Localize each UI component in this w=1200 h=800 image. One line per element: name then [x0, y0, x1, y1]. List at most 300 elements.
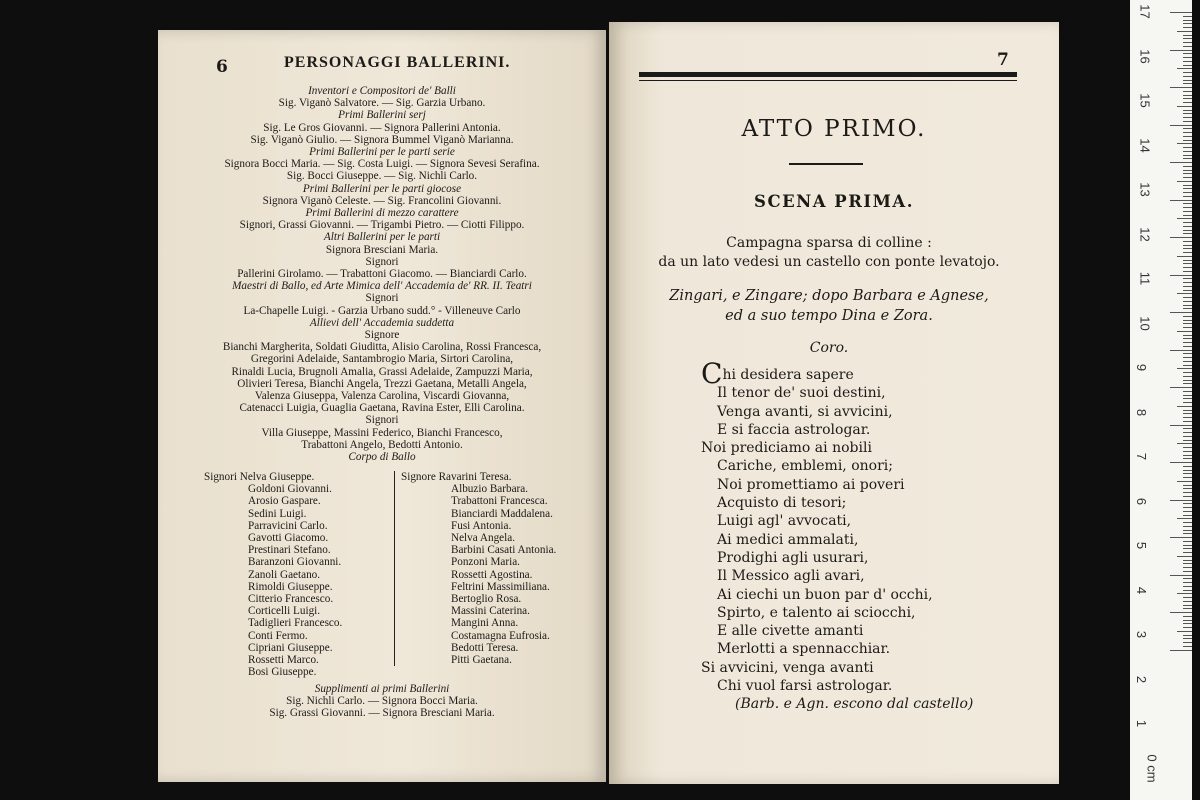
cast-line: Signori [365, 255, 399, 268]
verse-text: Spirto, e talento ai sciocchi, [717, 604, 916, 621]
ruler-tick [1177, 331, 1192, 332]
verse-text: Chi vuol farsi astrologar. [717, 678, 893, 695]
ruler-tick [1170, 612, 1192, 613]
verse-line [701, 604, 1041, 622]
setting-line: da un lato vedesi un castello con ponte levatojo. [658, 254, 1000, 270]
ruler-tick [1183, 35, 1192, 36]
ruler-tick [1183, 65, 1192, 66]
ruler-tick [1183, 20, 1192, 21]
ruler-tick [1183, 522, 1192, 523]
ruler-tick [1177, 443, 1192, 444]
ruler-tick [1183, 305, 1192, 306]
ruler-tick [1183, 252, 1192, 253]
ruler-tick [1183, 76, 1192, 77]
ruler-tick [1183, 46, 1192, 47]
ruler-tick [1183, 590, 1192, 591]
ruler-tick [1183, 642, 1192, 643]
ruler-tick [1177, 593, 1192, 594]
supplement-line: Sig. Nichli Carlo. — Signora Bocci Maria. [286, 695, 478, 708]
verse-text: Acquisto di tesori; [717, 495, 847, 512]
ruler-tick [1183, 323, 1192, 324]
ruler-tick [1170, 50, 1192, 51]
cast-line: La-Chapelle Luigi. - Garzia Urbano sudd.° - Villeneuve Carlo [243, 304, 521, 317]
cast-line: Villa Giuseppe, Massini Federico, Bianchi Francesco, [261, 426, 503, 439]
cast-line: Primi Ballerini di mezzo carattere [305, 207, 459, 220]
ruler-tick [1183, 316, 1192, 317]
corpo-entry: Bedotti Teresa. [451, 641, 519, 654]
ruler-tick [1177, 143, 1192, 144]
act-title: ATTO PRIMO. [741, 116, 927, 142]
ruler-tick [1183, 241, 1192, 242]
ruler-tick [1183, 440, 1192, 441]
ruler-tick [1183, 338, 1192, 339]
ruler-tick [1183, 27, 1192, 28]
ruler-tick [1183, 395, 1192, 396]
chorus-verses [701, 357, 1041, 714]
corpo-entry: Mangini Anna. [451, 617, 519, 630]
scene-setting [609, 234, 1049, 272]
verse-text: hi desidera sapere [722, 367, 854, 383]
cast-line: Bianchi Margherita, Soldati Giuditta, Alisio Carolina, Rossi Francesca, [222, 341, 542, 354]
left-page [158, 30, 606, 782]
cast-line: Valenza Giuseppa, Valenza Carolina, Viscardi Giovanna, [254, 390, 510, 403]
verse-text: Ai medici ammalati, [717, 531, 859, 548]
cast-line: Primi Ballerini per le parti serie [309, 146, 455, 159]
cast-line: Sig. Viganò Giulio. — Signora Bummel Viganò Marianna. [250, 133, 514, 146]
corpo-entry: Bosi Giuseppe. [248, 666, 317, 679]
right-page [609, 22, 1059, 784]
ruler-number: 14 [1137, 137, 1153, 153]
verse-line [701, 357, 1041, 390]
verse-line [701, 512, 1041, 530]
ruler-tick [1183, 605, 1192, 606]
ruler-tick [1183, 42, 1192, 43]
ruler-tick [1183, 222, 1192, 223]
cast-line: Signora Bresciani Maria. [325, 243, 439, 256]
ruler-tick [1183, 597, 1192, 598]
ruler-tick [1183, 507, 1192, 508]
supplement-line: Sig. Grassi Giovanni. — Signora Bresciani Maria. [269, 707, 495, 720]
coro-label: Coro. [809, 340, 849, 356]
ruler-tick [1183, 23, 1192, 24]
corpo-entry: Sedini Luigi. [248, 507, 307, 520]
corpo-entry: Rossetti Agostina. [451, 568, 533, 581]
ruler-tick [1183, 271, 1192, 272]
ruler-tick [1170, 650, 1192, 651]
ruler-number: 9 [1134, 363, 1150, 372]
corpo-entry: Goldoni Giovanni. [248, 483, 332, 496]
verse-line [701, 567, 1041, 585]
corpo-entry: Corticelli Luigi. [248, 605, 321, 618]
ruler-tick [1183, 230, 1192, 231]
corpo-entry: Zanoli Gaetano. [248, 568, 321, 581]
corpo-entry: Costamagna Eufrosia. [451, 629, 550, 642]
ruler-tick [1183, 38, 1192, 39]
ruler-tick [1183, 428, 1192, 429]
verse-text: (Barb. e Agn. escono dal castello) [735, 696, 974, 713]
ruler-tick [1183, 586, 1192, 587]
ruler-tick [1177, 368, 1192, 369]
verse-line [701, 659, 1041, 677]
ruler-tick [1183, 211, 1192, 212]
measuring-ruler [1130, 0, 1192, 800]
ruler-tick [1183, 260, 1192, 261]
ruler-tick [1177, 31, 1192, 32]
cast-line: Gregorini Adelaide, Santambrogio Maria, Sirtori Carolina, [250, 353, 514, 366]
divider [789, 163, 863, 165]
ruler-tick [1183, 196, 1192, 197]
ruler-tick [1177, 556, 1192, 557]
corpo-entry: Bianciardi Maddalena. [451, 507, 553, 520]
corpo-entry: Massini Caterina. [451, 605, 530, 618]
ruler-tick [1177, 218, 1192, 219]
ruler-tick [1183, 515, 1192, 516]
corpo-entry: Fusi Antonia. [451, 519, 512, 532]
corpo-entry: Parravicini Carlo. [248, 519, 328, 532]
ruler-tick [1183, 278, 1192, 279]
ruler-tick [1183, 376, 1192, 377]
corpo-entry: Prestinari Stefano. [248, 544, 331, 557]
ruler-tick [1183, 402, 1192, 403]
ruler-tick [1170, 462, 1192, 463]
ruler-tick [1183, 470, 1192, 471]
ruler-tick [1177, 518, 1192, 519]
cast-line: Allievi dell' Accademia suddetta [309, 316, 455, 329]
ruler-tick [1183, 102, 1192, 103]
verse-line [701, 403, 1041, 421]
verse-line [701, 531, 1041, 549]
ruler-tick [1183, 327, 1192, 328]
ruler-tick [1177, 406, 1192, 407]
ruler-tick [1170, 237, 1192, 238]
verse-text: Merlotti a spennacchiar. [717, 641, 891, 658]
cast-line: Trabattoni Angelo, Bedotti Antonio. [301, 438, 463, 451]
cast-list [158, 85, 606, 463]
ruler-number: 8 [1134, 408, 1150, 416]
ruler-tick [1183, 357, 1192, 358]
corpo-entry: Trabattoni Francesca. [451, 495, 548, 508]
header-rule [639, 72, 1017, 77]
ruler-tick [1183, 113, 1192, 114]
corpo-entry: Feltrini Massimiliana. [451, 580, 550, 593]
verse-line [701, 695, 1041, 713]
cast-line: Rinaldi Lucia, Brugnoli Amalia, Grassi Adelaide, Zampuzzi Maria, [231, 365, 533, 378]
page-number: 6 [216, 57, 228, 77]
ruler-tick [1183, 132, 1192, 133]
setting-line: Campagna sparsa di colline : [726, 235, 932, 251]
verse-text: Il Messico agli avari, [717, 568, 865, 585]
ruler-tick [1183, 98, 1192, 99]
ruler-tick [1183, 616, 1192, 617]
ruler-tick [1183, 582, 1192, 583]
characters-line: Zingari, e Zingare; dopo Barbara e Agnese, [669, 288, 989, 304]
ruler-tick [1183, 53, 1192, 54]
cast-line: Signora Viganò Celeste. — Sig. Francolini Giovanni. [262, 194, 502, 207]
ruler-tick [1183, 173, 1192, 174]
cast-line: Primi Ballerini per le parti giocose [302, 182, 462, 195]
ruler-tick [1183, 16, 1192, 17]
verse-text: E alle civette amanti [717, 623, 864, 640]
verse-text: Prodighi agli usurari, [717, 549, 869, 566]
ruler-tick [1183, 451, 1192, 452]
ruler-tick [1183, 496, 1192, 497]
ruler-tick [1183, 560, 1192, 561]
ruler-tick [1170, 87, 1192, 88]
ruler-tick [1183, 545, 1192, 546]
cast-line: Signori, Grassi Giovanni. — Trigambi Pietro. — Ciotti Filippo. [239, 219, 525, 232]
scene-title: SCENA PRIMA. [754, 192, 914, 211]
ruler-tick [1177, 293, 1192, 294]
corpo-entry: Pitti Gaetana. [451, 654, 512, 667]
ruler-tick [1183, 215, 1192, 216]
ruler-tick [1183, 61, 1192, 62]
ruler-tick [1170, 162, 1192, 163]
ruler-tick [1183, 432, 1192, 433]
verse-text: Il tenor de' suoi destini, [717, 385, 886, 402]
cast-line: Inventori e Compositori de' Balli [308, 85, 456, 97]
ruler-tick [1183, 282, 1192, 283]
cast-line: Olivieri Teresa, Bianchi Angela, Trezzi Gaetana, Metalli Angela, [237, 377, 527, 390]
corpo-entry: Rossetti Marco. [248, 654, 319, 667]
ruler-tick [1177, 631, 1192, 632]
verse-line [701, 586, 1041, 604]
ruler-tick [1170, 500, 1192, 501]
verse-text: Noi prediciamo ai nobili [701, 440, 872, 457]
supplement-line: Supplimenti ai primi Ballerini [314, 683, 450, 695]
ruler-tick [1183, 263, 1192, 264]
verse-line [701, 384, 1041, 402]
ruler-number: 1 [1134, 719, 1150, 728]
ruler-tick [1183, 335, 1192, 336]
cast-line: Primi Ballerini serj [338, 109, 426, 122]
corpo-entry: Albuzio Barbara. [451, 483, 529, 496]
ruler-tick [1183, 207, 1192, 208]
ruler-tick [1183, 380, 1192, 381]
ruler-tick [1170, 425, 1192, 426]
corpo-entry: Signore Ravarini Teresa. [401, 471, 512, 483]
verse-line [701, 677, 1041, 695]
ruler-number: 11 [1137, 271, 1153, 286]
corpo-entry: Rimoldi Giuseppe. [248, 580, 333, 593]
ruler-tick [1183, 166, 1192, 167]
cast-line: Maestri di Ballo, ed Arte Mimica dell' Accademia de' RR. II. Teatri [232, 280, 532, 293]
ruler-tick [1183, 121, 1192, 122]
ruler-tick [1183, 308, 1192, 309]
ruler-tick [1183, 320, 1192, 321]
ruler-tick [1183, 72, 1192, 73]
verse-line [701, 439, 1041, 457]
ruler-tick [1170, 575, 1192, 576]
ruler-number: 13 [1137, 182, 1153, 197]
page-number: 7 [997, 50, 1009, 70]
ruler-tick [1183, 203, 1192, 204]
ruler-tick [1183, 346, 1192, 347]
verse-line [701, 640, 1041, 658]
ruler-tick [1183, 286, 1192, 287]
ruler-tick [1183, 526, 1192, 527]
ruler-tick [1183, 578, 1192, 579]
corpo-entry: Conti Fermo. [248, 629, 308, 642]
ruler-tick [1183, 635, 1192, 636]
drop-cap: C [701, 357, 723, 390]
ruler-tick [1183, 361, 1192, 362]
verse-line [701, 622, 1041, 640]
ruler-tick [1183, 128, 1192, 129]
verse-line [701, 457, 1041, 475]
ruler-tick [1183, 391, 1192, 392]
ruler-tick [1183, 485, 1192, 486]
ruler-tick [1183, 398, 1192, 399]
ruler-tick [1183, 267, 1192, 268]
cast-line: Signora Bocci Maria. — Sig. Costa Luigi. — Signora Sevesi Serafina. [224, 158, 540, 171]
corpo-men-column [204, 471, 394, 678]
ruler-tick [1170, 350, 1192, 351]
cast-line: Catenacci Luigia, Guaglia Gaetana, Ravina Ester, Elli Carolina. [239, 402, 525, 415]
verse-text: Si avvicini, venga avanti [701, 659, 874, 676]
ruler-tick [1183, 530, 1192, 531]
ruler-tick [1183, 455, 1192, 456]
ruler-tick [1183, 620, 1192, 621]
scene-characters [609, 286, 1049, 326]
cast-line: Signori [365, 292, 399, 305]
corpo-entry: Baranzoni Giovanni. [248, 556, 342, 569]
ruler-number: 2 [1134, 675, 1150, 683]
ruler-tick [1177, 106, 1192, 107]
ruler-tick [1183, 447, 1192, 448]
ruler-tick [1183, 192, 1192, 193]
cast-line: Signori [365, 414, 399, 427]
ruler-tick [1183, 458, 1192, 459]
corpo-entry: Signori Nelva Giuseppe. [204, 471, 315, 483]
ruler-tick [1183, 571, 1192, 572]
ruler-tick [1183, 95, 1192, 96]
ruler-number: 5 [1134, 541, 1150, 550]
verse-line [701, 421, 1041, 439]
corpo-women-column [394, 471, 601, 666]
ruler-tick [1170, 125, 1192, 126]
ruler-tick [1177, 481, 1192, 482]
ruler-tick [1183, 533, 1192, 534]
cast-line: Pallerini Girolamo. — Trabattoni Giacomo. — Bianciardi Carlo. [237, 268, 527, 281]
ruler-tick [1183, 466, 1192, 467]
ruler-number: 16 [1137, 48, 1153, 64]
ruler-tick [1183, 290, 1192, 291]
ruler-tick [1183, 342, 1192, 343]
ruler-tick [1183, 623, 1192, 624]
ruler-tick [1177, 181, 1192, 182]
ruler-tick [1183, 552, 1192, 553]
ruler-tick [1183, 245, 1192, 246]
ruler-tick [1183, 353, 1192, 354]
ruler-tick [1183, 421, 1192, 422]
cast-line: Altri Ballerini per le parti [323, 231, 441, 244]
ruler-tick [1183, 638, 1192, 639]
ruler-tick [1183, 601, 1192, 602]
corpo-entry: Gavotti Giacomo. [248, 532, 329, 545]
ruler-tick [1183, 646, 1192, 647]
ruler-number: 4 [1134, 586, 1150, 594]
ruler-tick [1177, 68, 1192, 69]
verse-text: Ai ciechi un buon par d' occhi, [717, 586, 933, 603]
ruler-tick [1170, 537, 1192, 538]
ruler-tick [1183, 608, 1192, 609]
ruler-tick [1183, 117, 1192, 118]
ruler-tick [1183, 226, 1192, 227]
ruler-tick [1183, 511, 1192, 512]
ruler-number: 17 [1137, 4, 1153, 19]
ruler-tick [1183, 140, 1192, 141]
supplements [158, 683, 606, 720]
ruler-tick [1183, 91, 1192, 92]
ruler-tick [1183, 503, 1192, 504]
ruler-tick [1183, 473, 1192, 474]
ruler-tick [1183, 563, 1192, 564]
ruler-number: 10 [1137, 315, 1153, 331]
verse-text: Venga avanti, si avvicini, [717, 403, 893, 420]
verse-line [701, 476, 1041, 494]
ruler-tick [1183, 110, 1192, 111]
ruler-tick [1183, 151, 1192, 152]
verse-text: E si faccia astrologar. [717, 421, 871, 438]
ruler-tick [1183, 80, 1192, 81]
corpo-entry: Cipriani Giuseppe. [248, 641, 333, 654]
cast-line: Sig. Viganò Salvatore. — Sig. Garzia Urbano. [278, 97, 486, 110]
ruler-tick [1183, 383, 1192, 384]
ruler-tick [1183, 177, 1192, 178]
ruler-number: 12 [1137, 226, 1153, 242]
ruler-tick [1170, 387, 1192, 388]
ruler-tick [1183, 492, 1192, 493]
characters-line: ed a suo tempo Dina e Zora. [725, 308, 933, 324]
ruler-tick [1183, 83, 1192, 84]
cast-line: Sig. Le Gros Giovanni. — Signora Pallerini Antonia. [263, 121, 501, 134]
verse-line [701, 549, 1041, 567]
ruler-tick [1170, 200, 1192, 201]
ruler-number: 7 [1134, 452, 1150, 461]
ruler-number: 0 cm [1144, 753, 1160, 783]
verse-line [701, 494, 1041, 512]
ruler-tick [1183, 413, 1192, 414]
ruler-tick [1183, 488, 1192, 489]
ruler-tick [1183, 410, 1192, 411]
ruler-tick [1183, 548, 1192, 549]
ruler-tick [1177, 256, 1192, 257]
ruler-tick [1183, 297, 1192, 298]
cast-line: Corpo di Ballo [348, 451, 416, 464]
ruler-tick [1183, 567, 1192, 568]
corpo-entry: Ponzoni Maria. [451, 556, 520, 569]
ruler-tick [1183, 155, 1192, 156]
ruler-tick [1183, 372, 1192, 373]
corpo-entry: Nelva Angela. [451, 532, 515, 545]
ruler-tick [1183, 170, 1192, 171]
ruler-tick [1170, 275, 1192, 276]
ruler-tick [1183, 233, 1192, 234]
ruler-tick [1183, 248, 1192, 249]
corpo-entry: Bertoglio Rosa. [451, 593, 522, 606]
header-rule-thin [639, 80, 1017, 81]
ruler-tick [1170, 12, 1192, 13]
ruler-tick [1183, 417, 1192, 418]
ruler-tick [1183, 136, 1192, 137]
ruler-tick [1183, 436, 1192, 437]
running-head: PERSONAGGI BALLERINI. [284, 54, 511, 71]
verse-text: Noi promettiamo ai poveri [717, 476, 905, 493]
ruler-tick [1183, 188, 1192, 189]
ruler-tick [1183, 627, 1192, 628]
corpo-entry: Tadiglieri Francesco. [248, 617, 343, 630]
cast-line: Sig. Bocci Giuseppe. — Sig. Nichli Carlo. [286, 170, 478, 183]
